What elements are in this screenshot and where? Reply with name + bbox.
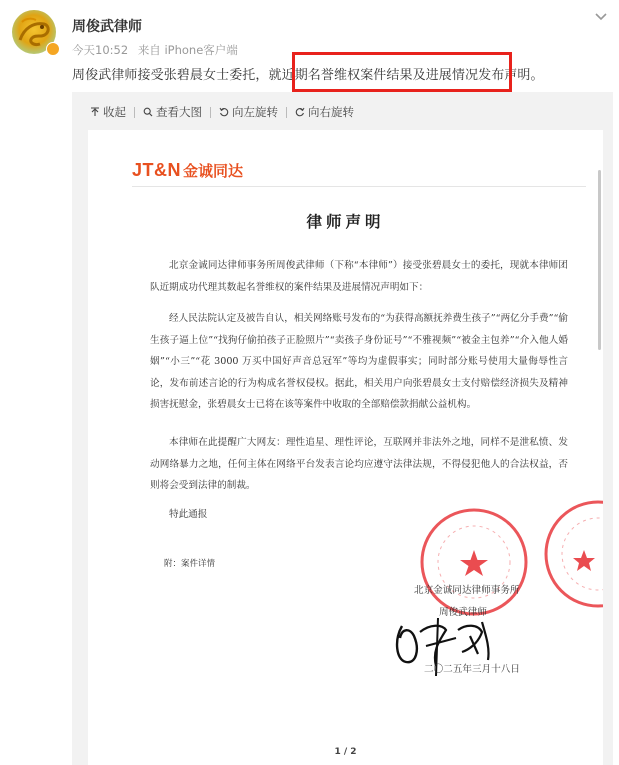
rotate-right-icon [295, 107, 305, 117]
statement-paragraph-2: 经人民法院认定及被告自认，相关网络账号发布的“为获得高额抚养费生孩子”“两亿分手费”“偷生孩子逼上位”“找狗仔偷拍孩子正脸照片”“卖孩子身份证号”“不雅视频”“被金主包养”“介入他人婚姻”“小三”“花 3000 万买中国好声音总冠军”等均为虚假事实；同时部分账号使用大量侮辱性言论，发布前述言论的行为构成名誉权侵权。据此，相关用户向张碧晨女士支付赔偿经济损失及精神损害抚慰金，张碧晨女士已将在该等案件中收取的全部赔偿款捐献公益机构。 [150, 313, 568, 410]
rotate-left-label: 向左旋转 [232, 105, 278, 119]
post-meta [72, 42, 238, 58]
header-divider [132, 186, 586, 187]
firm-logo [132, 160, 243, 181]
logo-chinese: 金诚同达 [183, 162, 244, 180]
rotate-left-icon [219, 107, 229, 117]
firm-name: 北京金诚同达律师事务所 [414, 585, 520, 596]
document-image[interactable] [88, 130, 603, 765]
page-indicator: 1 / 2 [334, 747, 357, 757]
post-text: 周俊武律师接受张碧晨女士委托，就近期名誉维权案件结果及进展情况发布声明。 [72, 68, 544, 83]
chevron-down-icon[interactable] [593, 8, 609, 24]
toolbar-divider [210, 107, 211, 118]
second-seal-icon [540, 498, 603, 610]
lawyer-name: 周俊武律师 [439, 607, 487, 618]
image-toolbar [90, 104, 354, 120]
view-large-label: 查看大图 [156, 105, 202, 119]
logo-english: JT&N [132, 160, 182, 180]
collapse-label: 收起 [103, 105, 126, 119]
collapse-icon [90, 107, 100, 117]
post-time: 今天10:52 [72, 43, 129, 57]
post-source: 来自 iPhone客户端 [137, 43, 238, 57]
document-title: 律师声明 [306, 212, 385, 231]
collapse-button[interactable] [90, 104, 126, 120]
closing-text: 特此通报 [169, 509, 208, 520]
toolbar-divider [286, 107, 287, 118]
username[interactable]: 周俊武律师 [72, 19, 142, 35]
search-icon [143, 107, 153, 117]
law-firm-seal-icon [418, 506, 530, 618]
rotate-right-label: 向右旋转 [308, 105, 354, 119]
red-highlight-box [292, 52, 512, 92]
attachment-note: 附：案件详情 [164, 559, 216, 569]
document-date: 二〇二五年三月十八日 [424, 664, 520, 675]
statement-paragraph-1: 北京金诚同达律师事务所周俊武律师（下称“本律师”）接受张碧晨女士的委托，现就本律师团队近期成功代理其数起名誉维权的案件结果及进展情况声明如下： [150, 260, 568, 293]
document-scrollbar[interactable] [598, 170, 601, 350]
image-viewer [72, 92, 613, 765]
verified-badge-icon [46, 42, 60, 56]
view-large-button[interactable] [143, 104, 202, 120]
rotate-left-button[interactable] [219, 104, 278, 120]
rotate-right-button[interactable] [295, 104, 354, 120]
toolbar-divider [134, 107, 135, 118]
statement-paragraph-3: 本律师在此提醒广大网友：理性追星、理性评论，互联网并非法外之地，同样不是泄私愤、发动网络暴力之地，任何主体在网络平台发表言论均应遵守法律法规，不得侵犯他人的合法权益，否则将会受到法律的制裁。 [150, 437, 568, 491]
